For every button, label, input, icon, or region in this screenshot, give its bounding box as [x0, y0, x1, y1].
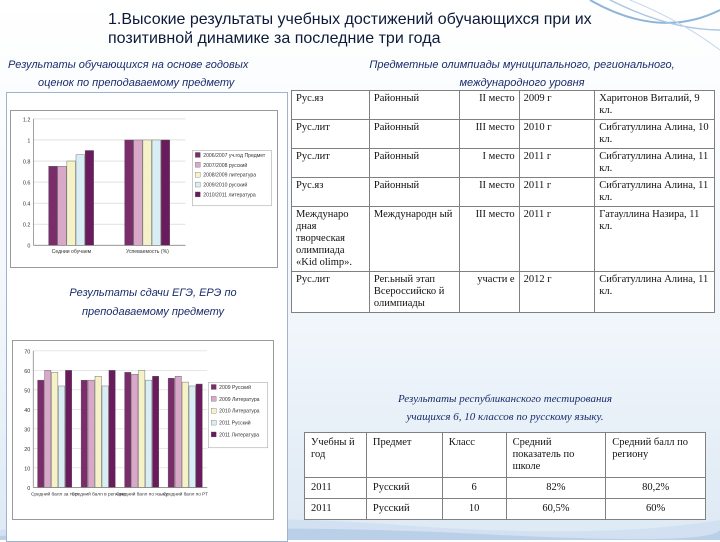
bar — [95, 376, 101, 487]
test-header-cell: Класс — [442, 433, 506, 478]
bar — [65, 370, 71, 487]
bar — [88, 380, 94, 487]
olympiad-year-cell: 2011 г — [519, 149, 595, 178]
x-tick-label: Средний балл за тест — [30, 492, 80, 498]
legend — [208, 383, 267, 448]
y-tick-label: 0.4 — [22, 201, 31, 208]
x-tick-label: Средний балл в регионе — [71, 492, 126, 498]
bar — [152, 140, 161, 245]
y-tick-label: 50 — [24, 388, 31, 395]
test-caption-line2: учащихся 6, 10 классов по русскому языку. — [406, 411, 604, 423]
olympiad-level-cell: Районный — [369, 149, 459, 178]
test-header-cell: Учебны й год — [305, 433, 367, 478]
olympiad-subject-cell: Рус.яз — [292, 178, 370, 207]
y-tick-label: 60 — [24, 368, 31, 375]
bar — [52, 372, 58, 487]
test-cell: 10 — [442, 499, 506, 520]
olympiad-caption-line1: Предметные олимпиады муниципального, регионального, — [369, 59, 675, 71]
y-tick-label: 40 — [24, 407, 31, 414]
test-caption-line1: Результаты республиканского тестирования — [397, 393, 613, 405]
bar — [175, 376, 181, 487]
grades-caption-line2: оценок по преподаваемому предмету — [38, 77, 235, 89]
olympiad-caption — [330, 56, 714, 92]
y-tick-label: 0 — [27, 485, 31, 492]
legend-label: 2007/2008 русский — [203, 162, 248, 169]
bar — [125, 140, 134, 245]
x-tick-label: Средний балл по РТ — [163, 492, 209, 498]
y-tick-label: 0.2 — [22, 222, 31, 229]
olympiad-subject-cell: Рус.лит — [292, 149, 370, 178]
bar — [85, 150, 94, 245]
exam-chart — [12, 340, 274, 520]
olympiad-year-cell: 2011 г — [519, 207, 595, 272]
x-tick-label: Успеваемость (%) — [126, 249, 169, 256]
olympiad-subject-cell: Рус.яз — [292, 91, 370, 120]
test-row — [305, 478, 706, 499]
olympiad-subject-cell: Междунаро дная творческая олимпиада «Kid olimp». — [292, 207, 370, 272]
bar — [58, 166, 67, 245]
page-title: 1.Высокие результаты учебных достижений обучающихся при их позитивной динамике за последние три года — [108, 11, 592, 47]
test-cell: 6 — [442, 478, 506, 499]
legend-label: 2009 Литература — [219, 396, 260, 403]
legend-label: 2009/2010 русский — [203, 182, 248, 189]
exam-caption-line2: преподаваемому предмету — [81, 306, 225, 318]
grades-caption — [8, 56, 308, 92]
olympiad-place-cell: III место — [459, 207, 519, 272]
bar — [182, 382, 188, 487]
bar — [109, 370, 115, 487]
olympiad-winner-cell: Харитонов Виталий, 9 кл. — [595, 91, 715, 120]
bar — [38, 380, 44, 487]
test-cell: 82% — [506, 478, 606, 499]
olympiad-place-cell: II место — [459, 178, 519, 207]
olympiad-row — [292, 120, 715, 149]
legend — [192, 150, 271, 205]
legend-swatch — [211, 385, 216, 390]
olympiad-place-cell: II место — [459, 91, 519, 120]
legend-swatch — [195, 152, 200, 157]
bar — [102, 386, 108, 487]
test-cell: Русский — [366, 499, 442, 520]
olympiad-caption-line2: международного уровня — [459, 77, 585, 89]
legend-label: 2011 Русский — [219, 420, 251, 427]
exam-caption — [28, 284, 278, 322]
olympiad-year-cell: 2009 г — [519, 91, 595, 120]
olympiad-level-cell: Международн ый — [369, 207, 459, 272]
olympiad-subject-cell: Рус.лит — [292, 120, 370, 149]
y-tick-label: 70 — [24, 349, 31, 356]
exam-caption-line1: Результаты сдачи ЕГЭ, ЕРЭ по — [69, 287, 237, 299]
olympiad-level-cell: Районный — [369, 120, 459, 149]
bar — [145, 380, 151, 487]
bar — [49, 166, 58, 245]
olympiad-row — [292, 149, 715, 178]
olympiad-level-cell: Районный — [369, 91, 459, 120]
bar — [161, 140, 170, 245]
y-tick-label: 20 — [24, 446, 31, 453]
test-header-cell: Средний балл по региону — [606, 433, 706, 478]
legend-swatch — [195, 182, 200, 187]
legend-swatch — [211, 420, 216, 425]
legend-label: 2006/2007 уч.год Предмет — [203, 152, 266, 159]
olympiad-winner-cell: Гатауллина Назира, 11 кл. — [595, 207, 715, 272]
bar — [81, 380, 87, 487]
olympiad-row — [292, 207, 715, 272]
olympiad-row — [292, 178, 715, 207]
olympiad-table — [291, 90, 715, 313]
olympiad-level-cell: Рег.ьный этап Всероссийско й олимпиады — [369, 272, 459, 313]
test-header-cell: Средний показатель по школе — [506, 433, 606, 478]
legend-swatch — [211, 408, 216, 413]
olympiad-winner-cell: Сибгатуллина Алина, 11 кл. — [595, 272, 715, 313]
test-cell: 2011 — [305, 499, 367, 520]
olympiad-year-cell: 2011 г — [519, 178, 595, 207]
bar — [168, 378, 174, 487]
y-tick-label: 0.8 — [22, 159, 31, 166]
olympiad-winner-cell: Сибгатуллина Алина, 11 кл. — [595, 149, 715, 178]
test-cell: 60% — [606, 499, 706, 520]
y-tick-label: 1 — [27, 138, 31, 145]
legend-swatch — [195, 162, 200, 167]
bar — [125, 372, 131, 487]
legend-label: 2009 Русский — [219, 384, 251, 391]
grades-caption-line1: Результаты обучающихся на основе годовых — [8, 59, 249, 71]
legend-label: 2011 Литература — [219, 432, 260, 439]
legend-swatch — [211, 432, 216, 437]
bar — [67, 161, 76, 245]
x-tick-label: Седнии обучаем — [51, 249, 92, 256]
olympiad-place-cell: III место — [459, 120, 519, 149]
legend-swatch — [211, 396, 216, 401]
test-header-cell: Предмет — [366, 433, 442, 478]
y-tick-label: 1.2 — [22, 117, 31, 124]
test-header-row — [305, 433, 706, 478]
legend-label: 2010 Литература — [219, 408, 260, 415]
test-results-table — [304, 432, 706, 520]
y-tick-label: 0.6 — [22, 180, 31, 187]
test-cell: 2011 — [305, 478, 367, 499]
olympiad-subject-cell: Рус.лит — [292, 272, 370, 313]
olympiad-place-cell: I место — [459, 149, 519, 178]
bar — [132, 374, 138, 487]
test-cell: 60,5% — [506, 499, 606, 520]
olympiad-level-cell: Районный — [369, 178, 459, 207]
olympiad-winner-cell: Сибгатуллина Алина, 11 кл. — [595, 178, 715, 207]
olympiad-year-cell: 2010 г — [519, 120, 595, 149]
test-row — [305, 499, 706, 520]
olympiad-row — [292, 91, 715, 120]
legend-label: 2010/2011 литература — [203, 192, 256, 199]
y-tick-label: 30 — [24, 427, 31, 434]
olympiad-winner-cell: Сибгатуллина Алина, 10 кл. — [595, 120, 715, 149]
bar — [143, 140, 152, 245]
bar — [58, 386, 64, 487]
bar — [196, 384, 202, 487]
bar — [45, 370, 51, 487]
bar — [139, 370, 145, 487]
bar — [134, 140, 143, 245]
x-tick-label: Средний балл по языку — [116, 492, 168, 498]
grades-chart — [10, 110, 278, 268]
bar — [76, 155, 85, 246]
olympiad-place-cell: участи е — [459, 272, 519, 313]
y-tick-label: 0 — [27, 243, 31, 250]
olympiad-year-cell: 2012 г — [519, 272, 595, 313]
bar — [152, 376, 158, 487]
olympiad-row — [292, 272, 715, 313]
test-caption — [300, 390, 710, 426]
test-cell: Русский — [366, 478, 442, 499]
test-cell: 80,2% — [606, 478, 706, 499]
y-tick-label: 10 — [24, 466, 31, 473]
bar — [189, 386, 195, 487]
legend-swatch — [195, 172, 200, 177]
legend-swatch — [195, 192, 200, 197]
legend-label: 2008/2009 литература — [203, 172, 257, 179]
